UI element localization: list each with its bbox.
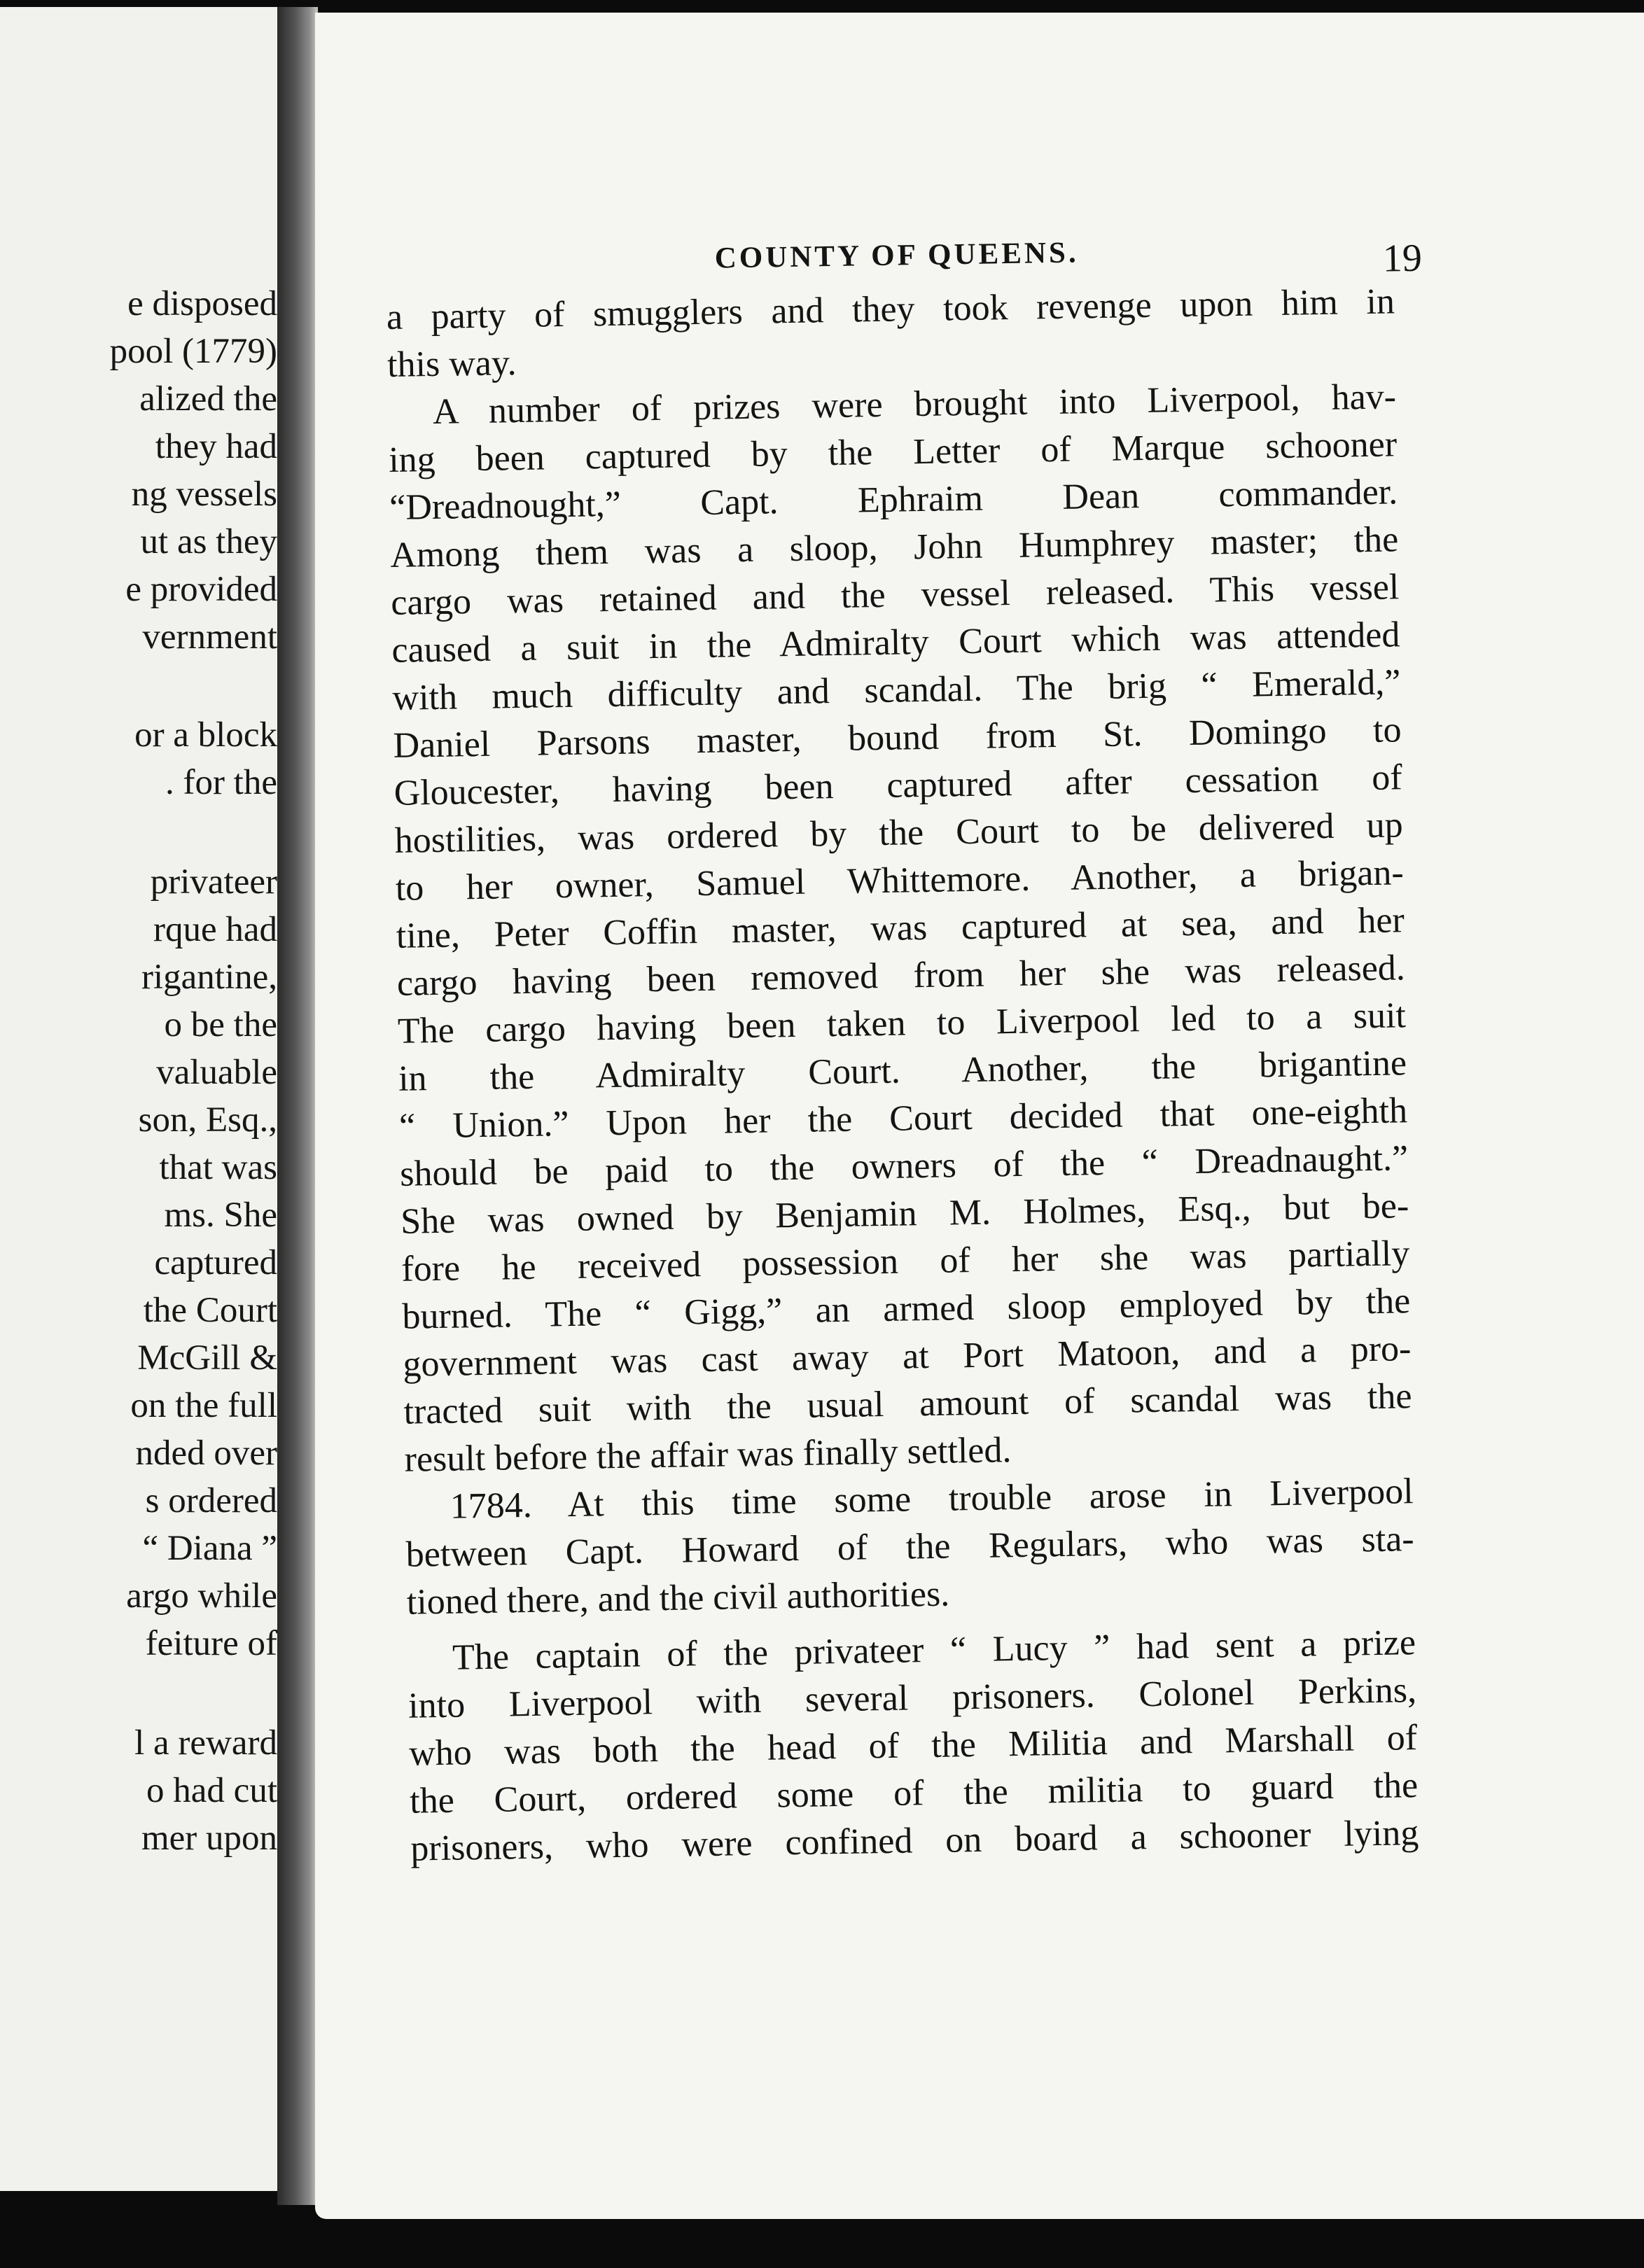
left-page-line: feiture of xyxy=(145,1624,277,1663)
left-page-line: vernment xyxy=(142,617,277,657)
left-page-line: the Court xyxy=(143,1291,277,1330)
text-line: tracted suit with the usual amount of scandal was the xyxy=(403,1376,1412,1432)
text-line: cargo having been removed from her she was released. xyxy=(396,948,1406,1004)
left-page-line: ms. She xyxy=(164,1196,277,1235)
left-page-line: that was xyxy=(159,1148,277,1187)
book-gutter xyxy=(277,7,318,2205)
left-page-line: o had cut xyxy=(146,1771,277,1810)
left-page-line: mer upon xyxy=(141,1819,277,1858)
text-line: Among them was a sloop, John Humphrey master; the xyxy=(389,519,1399,575)
text-line: “Dreadnought,” Capt. Ephraim Dean commander. xyxy=(389,472,1398,528)
text-line: The captain of the privateer “ Lucy ” had sent a prize xyxy=(452,1623,1416,1678)
text-line: caused a suit in the Admiralty Court which was attended xyxy=(391,615,1400,671)
text-line: tioned there, and the civil authorities. xyxy=(406,1574,950,1623)
left-page-line: on the full xyxy=(130,1386,277,1425)
text-line: a party of smugglers and they took revenge upon him in xyxy=(386,281,1395,337)
body-text xyxy=(386,278,1419,1872)
text-line: who was both the head of the Militia and Marshall of xyxy=(408,1718,1418,1774)
right-page xyxy=(315,13,1644,2219)
text-line: government was cast away at Port Matoon, and a pro- xyxy=(403,1329,1412,1385)
left-page-line: rque had xyxy=(153,910,277,949)
text-line: the Court, ordered some of the militia to guard the xyxy=(409,1765,1419,1821)
text-line: result before the affair was finally settled. xyxy=(404,1430,1012,1480)
text-line: Gloucester, having been captured after cessation of xyxy=(393,757,1402,813)
page-text-block xyxy=(385,212,1423,1872)
text-line: “ Union.” Upon her the Court decided that one-eighth xyxy=(398,1091,1408,1147)
text-line: between Capt. Howard of the Regulars, who was sta- xyxy=(405,1519,1415,1575)
left-page-line: e disposed xyxy=(127,284,277,323)
text-line: The cargo having been taken to Liverpool led to a suit xyxy=(397,995,1407,1051)
left-page-line: l a reward xyxy=(134,1723,277,1763)
text-line: 1784. At this time some trouble arose in Liverpool xyxy=(450,1471,1414,1527)
text-line: burned. The “ Gigg,” an armed sloop employed by the xyxy=(401,1281,1411,1337)
left-page-line: e provided xyxy=(125,570,277,609)
left-page-line: or a block xyxy=(134,715,277,755)
text-line: this way. xyxy=(386,343,517,385)
text-line: hostilities, was ordered by the Court to be delivered up xyxy=(394,805,1404,861)
left-page-line: alized the xyxy=(139,379,277,419)
text-line: tine, Peter Coffin master, was captured at sea, and her xyxy=(396,900,1405,956)
running-head: COUNTY OF QUEENS. xyxy=(714,236,1079,275)
page-number: 19 xyxy=(1382,236,1423,281)
left-page-line: pool (1779) xyxy=(109,332,277,371)
left-page-line: “ Diana ” xyxy=(142,1529,277,1568)
left-page-line: valuable xyxy=(156,1053,277,1092)
text-line: prisoners, who were confined on board a schooner lying xyxy=(410,1813,1419,1869)
left-page-line: rigantine, xyxy=(141,958,277,997)
left-page-line: son, Esq., xyxy=(138,1100,277,1140)
text-line: into Liverpool with several prisoners. Colonel Perkins, xyxy=(407,1670,1417,1726)
text-line: She was owned by Benjamin M. Holmes, Esq., but be- xyxy=(400,1186,1409,1242)
text-line: should be paid to the owners of the “ Dreadnaught.” xyxy=(399,1138,1409,1194)
text-line: cargo was retained and the vessel released. This vessel xyxy=(390,567,1400,623)
text-line: Daniel Parsons master, bound from St. Domingo to xyxy=(393,710,1402,766)
left-page-line: captured xyxy=(154,1243,277,1282)
text-line: to her owner, Samuel Whittemore. Another, a brigan- xyxy=(395,853,1405,909)
left-page-line: argo while xyxy=(126,1576,277,1616)
text-line: with much difficulty and scandal. The brig “ Emerald,” xyxy=(392,662,1401,718)
left-page-line: ut as they xyxy=(140,522,277,561)
left-page-line: privateer xyxy=(150,862,277,902)
left-page xyxy=(0,7,293,2191)
text-line: ing been captured by the Letter of Marque schooner xyxy=(388,424,1398,480)
text-line: fore he received possession of her she was partially xyxy=(400,1233,1410,1289)
left-page-line: o be the xyxy=(164,1005,277,1044)
text-line: in the Admiralty Court. Another, the brigantine xyxy=(398,1043,1407,1099)
left-page-line: McGill & xyxy=(137,1338,277,1378)
left-page-line: nded over xyxy=(135,1434,277,1473)
left-page-line: . for the xyxy=(165,763,277,802)
left-page-line: ng vessels xyxy=(131,475,277,514)
left-page-line: s ordered xyxy=(145,1481,277,1520)
left-page-line: they had xyxy=(155,427,277,466)
text-line: A number of prizes were brought into Liverpool, hav- xyxy=(432,377,1397,432)
